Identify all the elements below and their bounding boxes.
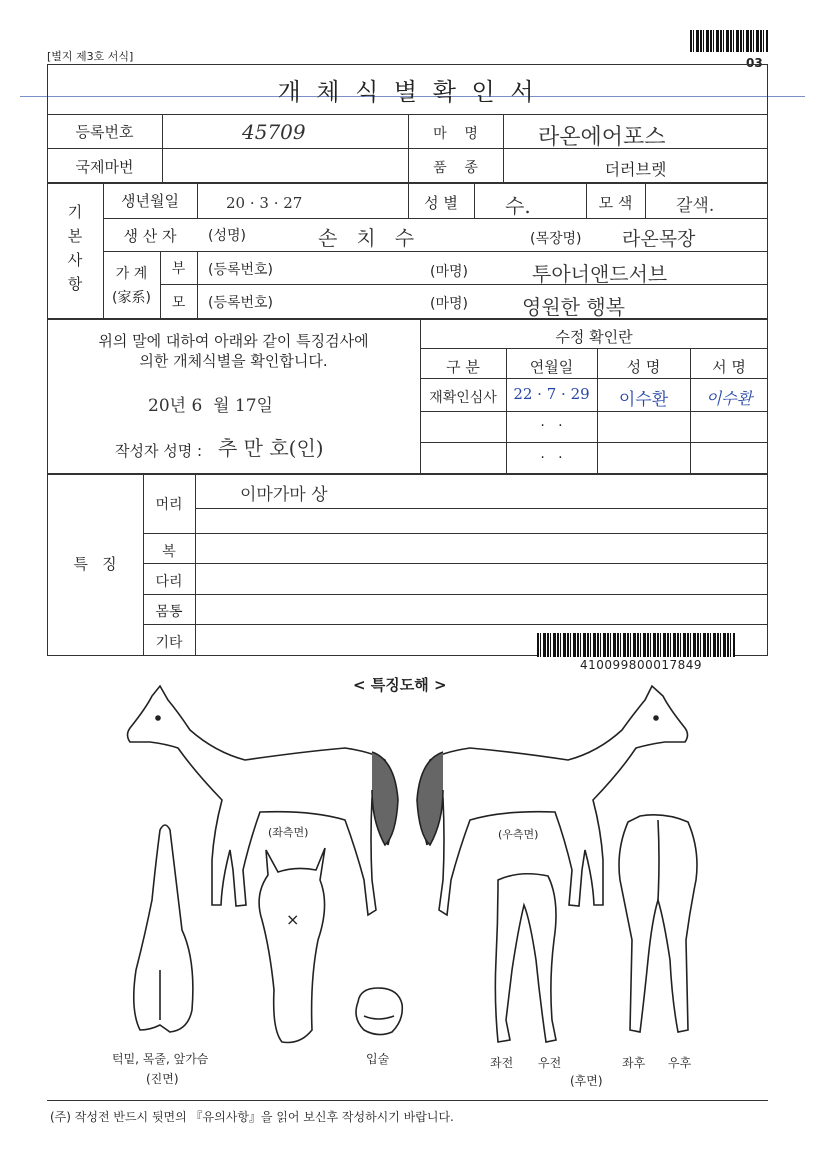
right-hind-label: 우후 [668,1056,692,1070]
legs-label: 다리 [155,574,183,590]
dam-value: 영원한 행복 [522,295,625,319]
right-front-label: 우전 [538,1056,562,1070]
front-caption: 턱밑, 목줄, 앞가슴 [112,1052,209,1066]
diagram-title: < 특징도해 > [353,676,447,694]
statement-line2: 의한 개체식별을 확인합니다. [139,352,328,370]
sire-reg-label: (등록번호) [208,262,274,278]
sex-value: 수. [505,194,531,218]
basic-section-label: 기 본 사 항 [67,203,83,293]
pedigree-label: 가 계 (家系) [112,266,151,306]
farm-value: 라온목장 [622,228,696,250]
producer-label: 생 산 자 [123,227,177,245]
rev-row1-sign: 이수환 [705,389,753,408]
dam-reg-label: (등록번호) [208,295,274,311]
features-label: 특 징 [73,555,117,573]
horse-name-value: 라온에어포스 [538,125,666,150]
birth-value: 20 · 3 · 27 [226,194,303,212]
rev-row3-date: · · [540,450,563,466]
dam-label: 모 [171,295,186,311]
rev-row1-type: 재확인심사 [429,390,497,406]
form-number: [별지 제3호 서식] [47,50,134,63]
coat-value: 갈색. [676,196,715,216]
rev-row2-date: · · [540,418,563,434]
page-code: 03 [746,56,763,70]
right-side-label: (우측면) [498,828,539,841]
head-label: 머리 [155,497,183,513]
reg-no-value: 45709 [242,120,306,144]
breed-label: 품 종 [433,160,478,176]
sex-label: 성 별 [424,194,458,212]
horse-name-label: 마 명 [433,126,478,142]
rev-col-name: 성 명 [626,358,661,376]
rev-col-date: 연월일 [529,358,574,376]
farm-label: (목장명) [530,231,582,247]
face-x-mark: × [286,910,300,929]
confirm-date: 20년 6 월 17일 [148,396,273,416]
head-value: 이마가마 상 [240,485,328,505]
dam-name-label: (마명) [430,296,468,312]
rev-col-sign: 서 명 [712,358,746,376]
statement-line1: 위의 말에 대하여 아래와 같이 특징검사에 [98,332,369,350]
barcode-number: 410099800017849 [580,658,703,672]
breed-value: 더러브렛 [604,160,667,179]
other-label: 기타 [155,635,183,651]
rev-row1-name: 이수환 [618,390,669,410]
lips-label: 입술 [366,1052,390,1066]
producer-name-label: (성명) [208,228,246,244]
rear-sub: (후면) [570,1074,603,1088]
sire-value: 투아너앤드서브 [532,262,668,286]
sire-label: 부 [171,261,186,277]
left-hind-label: 좌후 [622,1056,646,1070]
front-sub: (진면) [146,1072,179,1086]
revision-title: 수정 확인란 [555,328,633,346]
rev-row1-date: 22 · 7 · 29 [513,385,590,403]
abdomen-label: 복 [162,544,176,560]
sire-name-label: (마명) [430,264,468,280]
coat-label: 모 색 [598,194,633,212]
footer-note: (주) 작성전 반드시 뒷면의 『유의사항』을 읽어 보신후 작성하시기 바랍니다. [50,1110,454,1124]
document-title: 개 체 식 별 확 인 서 [277,78,538,106]
reg-no-label: 등록번호 [75,123,134,141]
rev-col-type: 구 분 [446,358,480,376]
producer-name-value: 손 치 수 [318,226,415,250]
left-side-label: (좌측면) [268,826,309,839]
birth-label: 생년월일 [121,192,179,210]
left-front-label: 좌전 [490,1056,514,1070]
writer-value: 추 만 호(인) [218,436,324,460]
body-label: 몸통 [155,604,183,620]
intl-no-label: 국제마번 [75,158,134,176]
writer-label: 작성자 성명 : [115,442,203,460]
